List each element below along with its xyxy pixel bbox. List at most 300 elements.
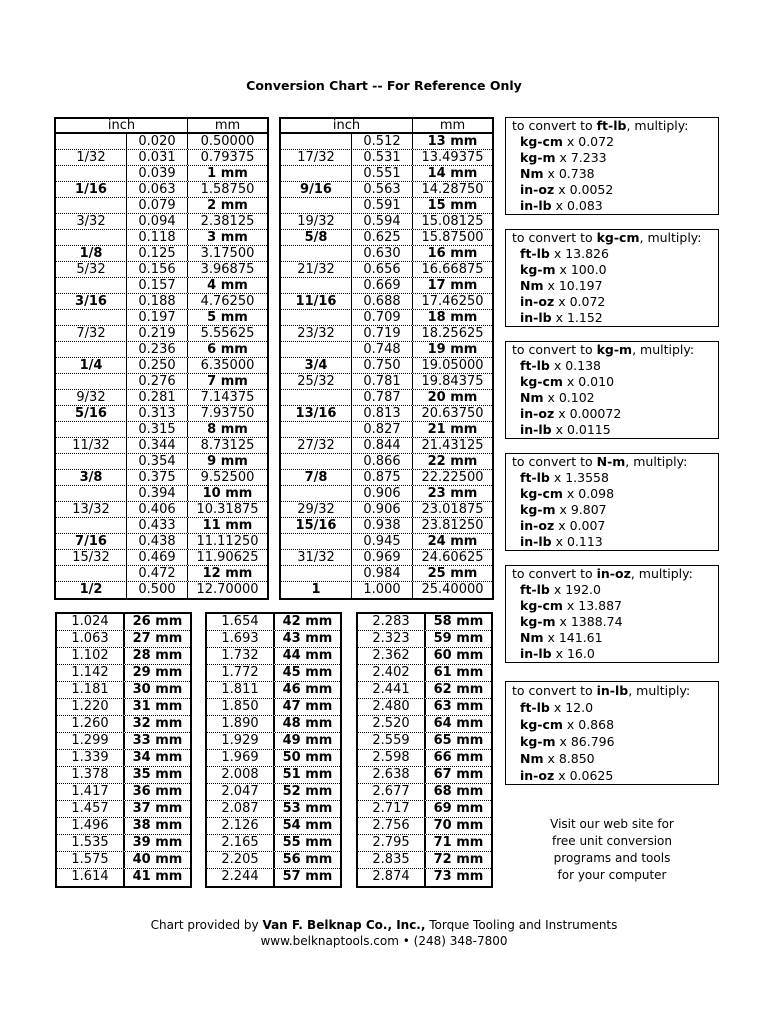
fraction-cell: 31/32 — [281, 550, 352, 565]
mm-cell: 10.31875 — [196, 502, 259, 517]
source-unit: in-oz — [520, 182, 555, 197]
fraction-cell: 17/32 — [281, 150, 352, 165]
fraction-cell: 15/16 — [281, 518, 352, 533]
inch-cell: 1.890 — [207, 716, 275, 732]
inch-mm-table-middle — [205, 612, 342, 888]
inch-cell: 2.323 — [358, 631, 426, 647]
fraction-cell — [281, 310, 352, 325]
table-row — [57, 614, 190, 631]
mm-cell: 19.84375 — [421, 374, 484, 389]
fraction-cell — [281, 534, 352, 549]
multiplier: x 1388.74 — [559, 614, 623, 629]
fraction-cell — [281, 246, 352, 261]
multiplier: x 7.233 — [559, 150, 607, 165]
table-row — [57, 801, 190, 818]
inch-cell: 2.638 — [358, 767, 426, 783]
decimal-inch-cell: 0.709 — [352, 310, 413, 325]
decimal-inch-cell: 0.438 — [127, 534, 188, 549]
fraction-cell: 11/32 — [56, 438, 127, 453]
company-name: Van F. Belknap Co., Inc., — [262, 918, 426, 932]
mm-cell: 69 mm — [433, 801, 484, 816]
fraction-cell — [56, 166, 127, 181]
table-row — [281, 358, 492, 374]
decimal-inch-cell: 0.375 — [127, 470, 188, 485]
mm-cell: 5.55625 — [200, 326, 255, 341]
table-row — [281, 214, 492, 230]
table-row — [281, 230, 492, 246]
table-row — [358, 631, 491, 648]
multiplier: x 0.738 — [547, 166, 595, 181]
source-unit: in-oz — [520, 518, 555, 533]
inch-cell: 2.126 — [207, 818, 275, 834]
inch-cell: 1.929 — [207, 733, 275, 749]
table-row — [281, 326, 492, 342]
fraction-cell: 5/16 — [56, 406, 127, 421]
table-row — [281, 278, 492, 294]
factor-line — [512, 646, 718, 662]
decimal-inch-cell: 0.875 — [352, 470, 413, 485]
source-unit: Nm — [520, 751, 544, 766]
table-row — [281, 550, 492, 566]
table-row — [207, 818, 340, 835]
source-unit: ft-lb — [520, 582, 550, 597]
fraction-cell — [56, 278, 127, 293]
table-row — [358, 682, 491, 699]
inch-cell: 1.732 — [207, 648, 275, 664]
target-unit: in-lb — [596, 683, 629, 698]
mm-cell: 42 mm — [282, 614, 333, 629]
source-unit: in-lb — [520, 422, 552, 437]
mm-cell: 24.60625 — [421, 550, 484, 565]
mm-cell: 24 mm — [427, 534, 478, 549]
heading-tail: , multiply: — [626, 118, 689, 133]
fraction-cell: 25/32 — [281, 374, 352, 389]
decimal-inch-cell: 0.039 — [127, 166, 188, 181]
decimal-inch-cell: 0.938 — [352, 518, 413, 533]
multiplier: x 141.61 — [547, 630, 603, 645]
table-row — [281, 246, 492, 262]
fraction-cell — [56, 486, 127, 501]
note-line: programs and tools — [553, 851, 671, 865]
decimal-inch-cell: 0.984 — [352, 566, 413, 581]
table-row — [281, 470, 492, 486]
table-row — [57, 682, 190, 699]
decimal-inch-cell: 0.469 — [127, 550, 188, 565]
fraction-cell: 1/8 — [56, 246, 127, 261]
table-row — [56, 198, 267, 214]
table-row — [207, 716, 340, 733]
mm-cell: 68 mm — [433, 784, 484, 799]
table-row — [56, 326, 267, 342]
inch-cell: 2.677 — [358, 784, 426, 800]
inch-cell: 1.969 — [207, 750, 275, 766]
table-row — [207, 750, 340, 767]
mm-cell: 67 mm — [433, 767, 484, 782]
table-row — [57, 869, 190, 886]
source-unit: kg-m — [520, 262, 556, 277]
fraction-cell — [56, 134, 127, 149]
table-row — [57, 716, 190, 733]
factor-line — [512, 630, 718, 646]
table-row — [281, 486, 492, 502]
factor-line — [512, 502, 718, 518]
fraction-cell: 1/32 — [56, 150, 127, 165]
table-row — [207, 648, 340, 665]
fraction-cell — [281, 278, 352, 293]
inch-cell: 2.795 — [358, 835, 426, 851]
phone-number: (248) 348-7800 — [413, 934, 508, 948]
mm-cell: 64 mm — [433, 716, 484, 731]
inch-mm-table-right — [356, 612, 493, 888]
factor-line — [512, 733, 718, 750]
heading-tail: , multiply: — [628, 683, 691, 698]
mm-cell: 43 mm — [282, 631, 333, 646]
source-unit: in-lb — [520, 534, 552, 549]
mm-cell: 8.73125 — [200, 438, 255, 453]
inch-cell: 2.559 — [358, 733, 426, 749]
mm-cell: 30 mm — [132, 682, 183, 697]
decimal-inch-cell: 0.500 — [127, 582, 188, 598]
mm-cell: 15.87500 — [421, 230, 484, 245]
convert-to-kg-cm-box — [505, 229, 719, 327]
multiplier: x 86.796 — [559, 734, 615, 749]
decimal-inch-cell: 0.031 — [127, 150, 188, 165]
table-row — [57, 699, 190, 716]
decimal-inch-cell: 0.669 — [352, 278, 413, 293]
mm-cell: 49 mm — [282, 733, 333, 748]
mm-cell: 11.11250 — [196, 534, 259, 549]
table-row — [358, 767, 491, 784]
mm-cell: 18.25625 — [421, 326, 484, 341]
decimal-inch-cell: 0.969 — [352, 550, 413, 565]
table-row — [56, 390, 267, 406]
mm-cell: 70 mm — [433, 818, 484, 833]
contact-line — [0, 933, 768, 949]
decimal-inch-cell: 0.512 — [352, 134, 413, 149]
mm-cell: 1.58750 — [200, 182, 255, 197]
table-row — [56, 374, 267, 390]
mm-cell: 9.52500 — [200, 470, 255, 485]
table-row — [57, 648, 190, 665]
mm-cell: 6 mm — [207, 342, 248, 357]
table-row — [57, 665, 190, 682]
decimal-inch-cell: 0.156 — [127, 262, 188, 277]
inch-cell: 1.535 — [57, 835, 125, 851]
fraction-cell: 19/32 — [281, 214, 352, 229]
credit-lead: Chart provided by — [150, 918, 259, 932]
mm-cell: 62 mm — [433, 682, 484, 697]
factor-line — [512, 166, 718, 182]
source-unit: kg-m — [520, 734, 556, 749]
mm-cell: 73 mm — [433, 869, 484, 884]
fraction-cell: 3/16 — [56, 294, 127, 309]
multiplier: x 0.113 — [555, 534, 603, 549]
fraction-cell — [56, 374, 127, 389]
inch-cell: 2.598 — [358, 750, 426, 766]
table-row — [56, 166, 267, 182]
mm-cell: 4 mm — [207, 278, 248, 293]
fraction-cell: 7/16 — [56, 534, 127, 549]
table-row — [358, 699, 491, 716]
decimal-inch-cell: 0.406 — [127, 502, 188, 517]
table-row — [207, 852, 340, 869]
fraction-cell — [281, 342, 352, 357]
table-row — [281, 310, 492, 326]
table-row — [358, 733, 491, 750]
table-row — [56, 534, 267, 550]
mm-cell: 55 mm — [282, 835, 333, 850]
table-row — [281, 502, 492, 518]
fraction-cell: 29/32 — [281, 502, 352, 517]
table-row — [207, 682, 340, 699]
fraction-cell — [56, 454, 127, 469]
decimal-inch-cell: 0.125 — [127, 246, 188, 261]
mm-cell: 65 mm — [433, 733, 484, 748]
source-unit: kg-cm — [520, 374, 563, 389]
table-row — [281, 390, 492, 406]
factor-line — [512, 262, 718, 278]
multiplier: x 13.826 — [553, 246, 609, 261]
mm-cell: 11 mm — [202, 518, 253, 533]
table-row — [56, 294, 267, 310]
mm-cell: 29 mm — [132, 665, 183, 680]
fraction-cell: 1/2 — [56, 582, 127, 598]
factor-line — [512, 716, 718, 733]
separator-bullet: • — [402, 934, 410, 948]
mm-cell: 35 mm — [132, 767, 183, 782]
table-row — [56, 406, 267, 422]
decimal-inch-cell: 0.472 — [127, 566, 188, 581]
inch-cell: 1.378 — [57, 767, 125, 783]
multiplier: x 0.0052 — [558, 182, 614, 197]
source-unit: ft-lb — [520, 470, 550, 485]
inch-cell: 2.283 — [358, 614, 426, 630]
decimal-inch-cell: 0.945 — [352, 534, 413, 549]
factor-line — [512, 582, 718, 598]
fraction-cell — [56, 310, 127, 325]
mm-cell: 0.50000 — [200, 134, 255, 149]
decimal-inch-cell: 0.118 — [127, 230, 188, 245]
mm-cell: 14 mm — [427, 166, 478, 181]
mm-cell: 38 mm — [132, 818, 183, 833]
mm-cell: 37 mm — [132, 801, 183, 816]
mm-cell: 2.38125 — [200, 214, 255, 229]
multiplier: x 0.007 — [558, 518, 606, 533]
factor-line — [512, 598, 718, 614]
decimal-inch-cell: 0.551 — [352, 166, 413, 181]
source-unit: kg-cm — [520, 486, 563, 501]
mm-cell: 41 mm — [132, 869, 183, 884]
mm-cell: 46 mm — [282, 682, 333, 697]
table-row — [207, 614, 340, 631]
decimal-inch-cell: 0.748 — [352, 342, 413, 357]
inch-cell: 1.339 — [57, 750, 125, 766]
decimal-inch-cell: 0.394 — [127, 486, 188, 501]
box-heading — [512, 342, 718, 358]
target-unit: N-m — [596, 454, 626, 469]
mm-cell: 53 mm — [282, 801, 333, 816]
mm-cell: 7.93750 — [200, 406, 255, 421]
table-row — [281, 422, 492, 438]
mm-cell: 7 mm — [207, 374, 248, 389]
mm-cell: 20.63750 — [421, 406, 484, 421]
table-row — [56, 262, 267, 278]
table-row — [56, 486, 267, 502]
inch-cell: 2.874 — [358, 869, 426, 886]
mm-cell: 44 mm — [282, 648, 333, 663]
table-row — [281, 566, 492, 582]
table-row — [56, 150, 267, 166]
inch-cell: 1.299 — [57, 733, 125, 749]
table-row — [207, 699, 340, 716]
mm-cell: 25 mm — [427, 566, 478, 581]
inch-cell: 2.717 — [358, 801, 426, 817]
mm-cell: 25.40000 — [421, 582, 484, 597]
mm-cell: 60 mm — [433, 648, 484, 663]
mm-cell: 32 mm — [132, 716, 183, 731]
fraction-cell: 1/16 — [56, 182, 127, 197]
credit-line — [0, 917, 768, 933]
table-row — [358, 801, 491, 818]
mm-column-header: mm — [439, 118, 466, 133]
table-row — [281, 182, 492, 198]
inch-column-header: inch — [281, 119, 413, 132]
table-row — [207, 767, 340, 784]
note-line: Visit our web site for — [550, 817, 674, 831]
convert-to-ft-lb-box — [505, 117, 719, 215]
fraction-cell: 1 — [281, 582, 352, 598]
table-row — [281, 262, 492, 278]
decimal-inch-cell: 0.688 — [352, 294, 413, 309]
multiplier: x 0.010 — [566, 374, 615, 389]
fraction-cell — [281, 486, 352, 501]
target-unit: kg-m — [596, 342, 633, 357]
table-row — [281, 134, 492, 150]
note-line: free unit conversion — [551, 834, 673, 848]
mm-cell: 17 mm — [427, 278, 478, 293]
heading-lead: to convert to — [512, 454, 593, 469]
inch-cell: 1.457 — [57, 801, 125, 817]
table-row — [358, 869, 491, 886]
target-unit: kg-cm — [596, 230, 640, 245]
table-row — [281, 342, 492, 358]
source-unit: ft-lb — [520, 700, 550, 715]
mm-cell: 57 mm — [282, 869, 333, 884]
decimal-inch-cell: 0.094 — [127, 214, 188, 229]
table-row — [56, 278, 267, 294]
multiplier: x 0.0625 — [558, 768, 614, 783]
source-unit: ft-lb — [520, 246, 550, 261]
factor-line — [512, 750, 718, 767]
table-header-row — [281, 119, 492, 134]
decimal-inch-cell: 0.630 — [352, 246, 413, 261]
mm-cell: 23.81250 — [421, 518, 484, 533]
mm-cell: 26 mm — [132, 614, 183, 629]
inch-cell: 1.260 — [57, 716, 125, 732]
table-row — [56, 502, 267, 518]
factor-line — [512, 767, 718, 784]
source-unit: Nm — [520, 390, 544, 405]
inch-cell: 1.575 — [57, 852, 125, 868]
table-row — [56, 358, 267, 374]
fraction-cell — [281, 134, 352, 149]
inch-cell: 1.102 — [57, 648, 125, 664]
inch-cell: 1.417 — [57, 784, 125, 800]
mm-cell: 40 mm — [132, 852, 183, 867]
factor-line — [512, 134, 718, 150]
table-row — [56, 134, 267, 150]
mm-cell: 1 mm — [207, 166, 248, 181]
inch-cell: 1.142 — [57, 665, 125, 681]
table-row — [57, 750, 190, 767]
source-unit: kg-cm — [520, 134, 563, 149]
table-row — [56, 582, 267, 598]
multiplier: x 12.0 — [553, 700, 594, 715]
factor-line — [512, 374, 718, 390]
heading-lead: to convert to — [512, 230, 593, 245]
heading-lead: to convert to — [512, 118, 593, 133]
fraction-cell: 3/32 — [56, 214, 127, 229]
fraction-cell: 3/4 — [281, 358, 352, 373]
table-row — [358, 818, 491, 835]
fraction-cell: 15/32 — [56, 550, 127, 565]
table-row — [281, 454, 492, 470]
table-row — [56, 454, 267, 470]
decimal-inch-cell: 0.250 — [127, 358, 188, 373]
factor-line — [512, 534, 718, 550]
fraction-table-left — [54, 117, 269, 600]
footer — [0, 917, 768, 949]
inch-cell: 1.063 — [57, 631, 125, 647]
factor-line — [512, 294, 718, 310]
mm-cell: 15.08125 — [421, 214, 484, 229]
decimal-inch-cell: 0.433 — [127, 518, 188, 533]
box-heading — [512, 566, 718, 582]
table-row — [281, 150, 492, 166]
mm-cell: 59 mm — [433, 631, 484, 646]
table-row — [358, 614, 491, 631]
target-unit: ft-lb — [596, 118, 627, 133]
multiplier: x 0.00072 — [558, 406, 622, 421]
box-heading — [512, 230, 718, 246]
table-row — [56, 470, 267, 486]
factor-line — [512, 310, 718, 326]
decimal-inch-cell: 0.315 — [127, 422, 188, 437]
inch-cell: 2.205 — [207, 852, 275, 868]
fraction-cell — [56, 198, 127, 213]
source-unit: kg-m — [520, 614, 556, 629]
source-unit: in-lb — [520, 198, 552, 213]
mm-cell: 39 mm — [132, 835, 183, 850]
decimal-inch-cell: 0.563 — [352, 182, 413, 197]
table-row — [281, 582, 492, 598]
source-unit: ft-lb — [520, 358, 550, 373]
box-heading — [512, 118, 718, 134]
mm-cell: 50 mm — [282, 750, 333, 765]
table-row — [57, 767, 190, 784]
source-unit: in-oz — [520, 294, 555, 309]
mm-cell: 52 mm — [282, 784, 333, 799]
fraction-cell: 21/32 — [281, 262, 352, 277]
inch-cell: 1.220 — [57, 699, 125, 715]
table-row — [358, 835, 491, 852]
fraction-cell: 5/8 — [281, 230, 352, 245]
multiplier: x 8.850 — [547, 751, 595, 766]
table-row — [57, 818, 190, 835]
mm-cell: 17.46250 — [421, 294, 484, 309]
heading-tail: , multiply: — [625, 454, 688, 469]
mm-cell: 10 mm — [202, 486, 253, 501]
